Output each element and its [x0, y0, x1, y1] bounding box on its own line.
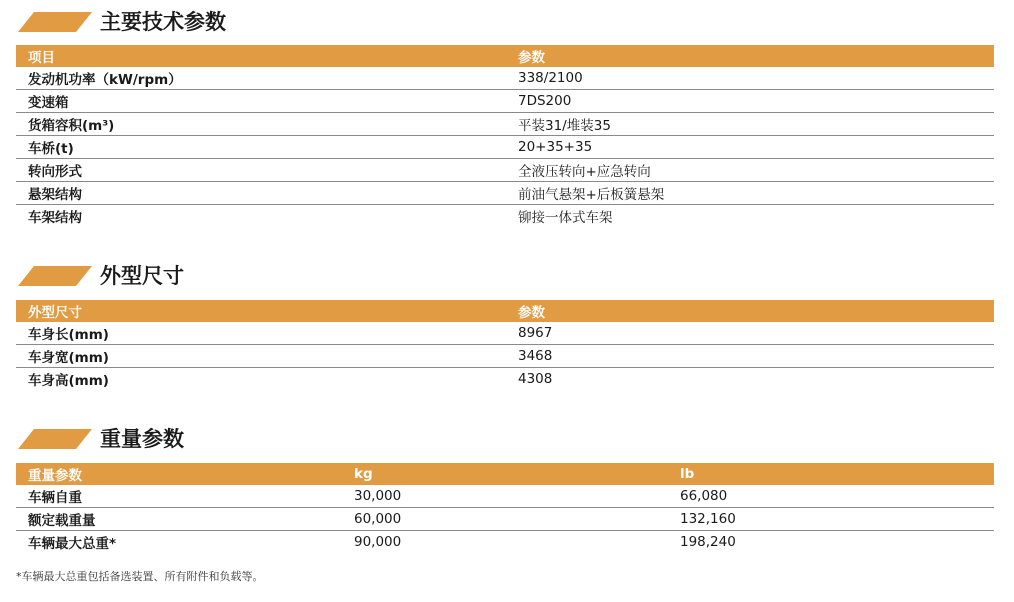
section-heading	[0, 427, 1014, 457]
row-value-lb: 198,240	[680, 534, 736, 550]
row-value-kg: 90,000	[354, 534, 402, 550]
row-value-lb: 66,080	[668, 485, 994, 508]
row-value: 全液压转向+应急转向	[506, 159, 994, 182]
section-title: 重量参数	[100, 427, 184, 451]
row-value: 8967	[506, 322, 994, 345]
row-label: 变速箱	[16, 90, 506, 113]
section-tech	[0, 10, 1014, 226]
header-param: 参数	[506, 300, 994, 322]
row-label: 车桥(t)	[16, 136, 506, 159]
table-row	[16, 67, 994, 90]
row-value: 7DS200	[506, 90, 994, 113]
table-row	[16, 531, 994, 554]
header-weight: 重量参数	[16, 463, 342, 485]
section-heading	[0, 10, 1014, 40]
row-label: 货箱容积(m³)	[16, 113, 506, 136]
slanted-stripe-icon	[18, 429, 92, 449]
footnote: *车辆最大总重包括备选装置、所有附件和负载等。	[16, 570, 264, 583]
table-row	[16, 159, 994, 182]
row-value: 前油气悬架+后板簧悬架	[506, 182, 994, 205]
section-weight	[0, 427, 1014, 552]
table-header-row	[16, 300, 994, 322]
row-label: 车身高(mm)	[28, 373, 109, 389]
row-label: 转向形式	[16, 159, 506, 182]
row-label: 车辆最大总重*	[28, 536, 117, 552]
table-row	[16, 182, 994, 205]
table-row	[16, 113, 994, 136]
table-row	[16, 136, 994, 159]
table-row	[16, 205, 994, 228]
row-value-kg: 60,000	[342, 508, 668, 531]
table-row	[16, 90, 994, 113]
header-param: 参数	[506, 45, 994, 67]
header-item: 项目	[16, 45, 506, 67]
section-heading	[0, 264, 1014, 294]
row-value: 338/2100	[506, 67, 994, 90]
table-row	[16, 368, 994, 391]
slanted-stripe-icon	[18, 12, 92, 32]
table-row	[16, 508, 994, 531]
row-label: 悬架结构	[16, 182, 506, 205]
row-value: 20+35+35	[506, 136, 994, 159]
row-label: 额定载重量	[16, 508, 342, 531]
tech-table	[16, 45, 994, 227]
dims-table	[16, 300, 994, 390]
section-title: 外型尺寸	[100, 264, 184, 288]
table-row	[16, 322, 994, 345]
table-header-row	[16, 463, 994, 485]
weight-table	[16, 463, 994, 553]
header-lb: lb	[668, 463, 994, 485]
row-label: 车身宽(mm)	[16, 345, 506, 368]
header-kg: kg	[342, 463, 668, 485]
row-value-lb: 132,160	[668, 508, 994, 531]
table-row	[16, 485, 994, 508]
row-label: 车辆自重	[16, 485, 342, 508]
row-label: 车身长(mm)	[16, 322, 506, 345]
row-value: 平装31/堆装35	[506, 113, 994, 136]
row-value: 铆接一体式车架	[518, 210, 613, 226]
header-dimension: 外型尺寸	[16, 300, 506, 322]
row-value: 3468	[506, 345, 994, 368]
row-value-kg: 30,000	[342, 485, 668, 508]
row-label: 发动机功率（kW/rpm）	[16, 67, 506, 90]
table-row	[16, 345, 994, 368]
table-header-row	[16, 45, 994, 67]
slanted-stripe-icon	[18, 266, 92, 286]
section-title: 主要技术参数	[100, 10, 226, 34]
row-value: 4308	[518, 371, 553, 387]
row-label: 车架结构	[28, 210, 82, 226]
section-dims	[0, 264, 1014, 389]
